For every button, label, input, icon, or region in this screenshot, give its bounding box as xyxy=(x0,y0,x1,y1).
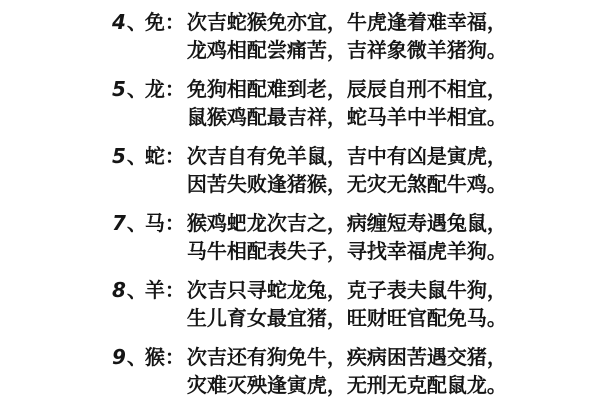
entry-colon: ： xyxy=(164,345,185,369)
entry-text xyxy=(187,276,507,332)
entry-enum-mark: 、 xyxy=(126,345,145,369)
entry-enum-mark: 、 xyxy=(126,211,145,235)
entry-prefix xyxy=(112,142,187,170)
zodiac-entry-horse xyxy=(112,209,600,265)
entry-line-2: 马牛相配表失子，寻找幸福虎羊狗。 xyxy=(186,239,507,263)
entry-line-1: 猴鸡蚆龙次吉之，病缠短寿遇兔鼠， xyxy=(186,211,507,235)
entry-prefix xyxy=(112,276,187,304)
entry-line-1: 次吉只寻蛇龙兔，克子表夫鼠牛狗， xyxy=(186,278,507,302)
entry-enum-mark: 、 xyxy=(126,10,145,34)
entry-number: 4 xyxy=(112,10,126,34)
entry-animal: 蛇 xyxy=(144,144,165,168)
entry-line-2: 生儿育女最宜猪，旺财旺官配免马。 xyxy=(186,306,507,330)
entry-line-2: 因苦失败逢猪猴，无灾无煞配牛鸡。 xyxy=(186,172,507,196)
entry-text xyxy=(187,8,507,64)
entry-prefix xyxy=(112,209,187,237)
zodiac-entry-dragon xyxy=(112,75,600,131)
entry-text xyxy=(187,142,507,198)
entry-animal: 免 xyxy=(144,10,165,34)
entry-colon: ： xyxy=(164,278,185,302)
entry-line-1: 次吉蛇猴免亦宜，牛虎逢着难幸福， xyxy=(186,10,507,34)
entry-prefix xyxy=(112,8,187,36)
entry-colon: ： xyxy=(164,77,185,101)
entry-number: 5 xyxy=(112,77,126,101)
entry-line-1: 免狗相配难到老，辰辰自刑不相宜， xyxy=(186,77,507,101)
entry-colon: ： xyxy=(164,144,185,168)
entry-line-1: 次吉自有免羊鼠，吉中有凶是寅虎， xyxy=(186,144,507,168)
entry-line-2: 龙鸡相配尝痛苦，吉祥象微羊猪狗。 xyxy=(186,38,507,62)
entry-animal: 猴 xyxy=(144,345,165,369)
entry-enum-mark: 、 xyxy=(126,77,145,101)
entry-colon: ： xyxy=(164,10,185,34)
zodiac-entry-goat xyxy=(112,276,600,332)
entry-text xyxy=(187,343,507,399)
entry-colon: ： xyxy=(164,211,185,235)
entry-enum-mark: 、 xyxy=(126,144,145,168)
entry-text xyxy=(187,209,507,265)
entry-number: 5 xyxy=(112,144,126,168)
zodiac-entry-snake xyxy=(112,142,600,198)
entry-prefix xyxy=(112,343,187,371)
entry-text xyxy=(187,75,507,131)
entry-animal: 马 xyxy=(144,211,165,235)
zodiac-entry-rabbit xyxy=(112,8,600,64)
entry-number: 7 xyxy=(112,211,126,235)
entry-enum-mark: 、 xyxy=(126,278,145,302)
zodiac-entry-monkey xyxy=(112,343,600,399)
entry-line-2: 灾难灭殃逢寅虎，无刑无克配鼠龙。 xyxy=(186,373,507,397)
entry-line-1: 次吉还有狗免牛，疾病困苦遇交猪， xyxy=(186,345,507,369)
entry-prefix xyxy=(112,75,187,103)
entry-line-2: 鼠猴鸡配最吉祥，蛇马羊中半相宜。 xyxy=(186,105,507,129)
entry-animal: 龙 xyxy=(144,77,165,101)
entry-animal: 羊 xyxy=(144,278,165,302)
entry-number: 9 xyxy=(112,345,126,369)
entry-number: 8 xyxy=(112,278,126,302)
